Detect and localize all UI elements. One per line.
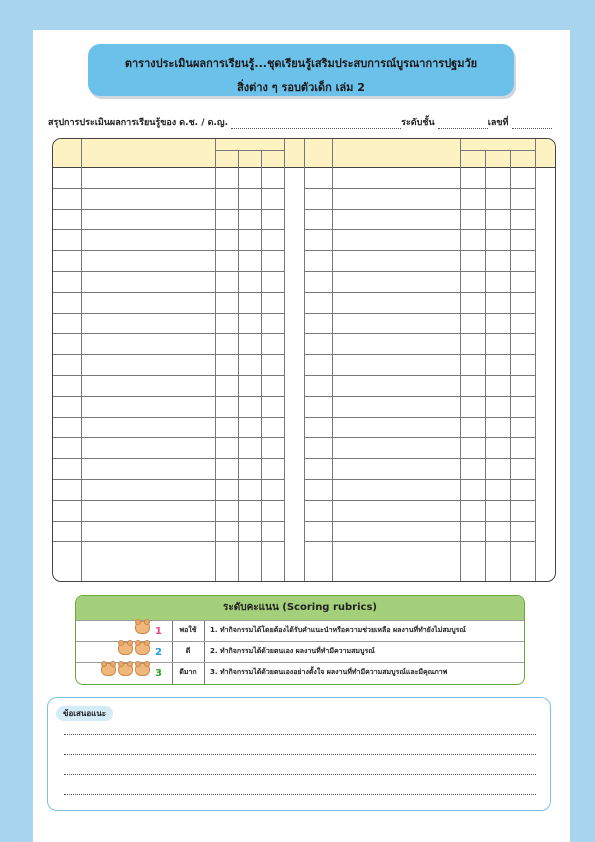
- row-divider: [53, 541, 284, 542]
- score-cell[interactable]: [485, 500, 510, 521]
- score-cell[interactable]: [460, 250, 485, 271]
- suggestion-box: [47, 697, 551, 811]
- row-divider: [304, 271, 535, 272]
- score-cell[interactable]: [510, 375, 535, 396]
- score-cell[interactable]: [261, 541, 284, 562]
- bear-icon: [135, 621, 150, 634]
- score-cell[interactable]: [215, 229, 238, 250]
- rubric-level: พอใช้: [179, 626, 197, 634]
- score-header-divider: [460, 150, 535, 151]
- score-cell[interactable]: [261, 209, 284, 230]
- row-divider: [53, 458, 284, 459]
- row-divider: [304, 250, 535, 251]
- row-divider: [304, 396, 535, 397]
- score-cell[interactable]: [238, 167, 261, 188]
- row-divider: [53, 229, 284, 230]
- score-cell[interactable]: [460, 209, 485, 230]
- score-cell[interactable]: [510, 167, 535, 188]
- score-cell[interactable]: [485, 479, 510, 500]
- row-divider: [53, 417, 284, 418]
- summary-line: [48, 115, 558, 129]
- score-cell[interactable]: [485, 437, 510, 458]
- row-divider: [53, 437, 284, 438]
- row-divider: [304, 375, 535, 376]
- score-cell[interactable]: [460, 292, 485, 313]
- score-cell[interactable]: [238, 521, 261, 542]
- score-cell[interactable]: [238, 229, 261, 250]
- score-cell[interactable]: [261, 333, 284, 354]
- row-divider: [304, 333, 535, 334]
- score-cell[interactable]: [460, 333, 485, 354]
- score-cell[interactable]: [510, 209, 535, 230]
- bear-icon: [118, 663, 133, 676]
- row-divider: [53, 188, 284, 189]
- column-divider: [81, 139, 82, 581]
- score-cell[interactable]: [510, 458, 535, 479]
- score-cell[interactable]: [485, 354, 510, 375]
- score-header-divider: [215, 150, 284, 151]
- score-cell[interactable]: [485, 375, 510, 396]
- score-cell[interactable]: [460, 229, 485, 250]
- class-fill-line[interactable]: [438, 119, 488, 129]
- score-cell[interactable]: [238, 354, 261, 375]
- score-cell[interactable]: [460, 167, 485, 188]
- class-label: ระดับชั้น: [401, 118, 435, 128]
- row-divider: [53, 500, 284, 501]
- score-cell[interactable]: [510, 229, 535, 250]
- score-cell[interactable]: [215, 479, 238, 500]
- score-cell[interactable]: [238, 313, 261, 334]
- score-cell[interactable]: [215, 500, 238, 521]
- score-cell[interactable]: [261, 479, 284, 500]
- score-cell[interactable]: [238, 417, 261, 438]
- score-cell[interactable]: [215, 188, 238, 209]
- score-cell[interactable]: [510, 271, 535, 292]
- row-divider: [53, 292, 284, 293]
- column-divider: [332, 139, 333, 581]
- score-cell[interactable]: [215, 167, 238, 188]
- number-fill-line[interactable]: [512, 119, 552, 129]
- summary-label: สรุปการประเมินผลการเรียนรู้ของ ด.ช. / ด.ญ.: [48, 118, 228, 128]
- score-cell[interactable]: [261, 396, 284, 417]
- score-cell[interactable]: [460, 188, 485, 209]
- score-cell[interactable]: [460, 354, 485, 375]
- bear-rating: [76, 621, 162, 642]
- row-divider: [53, 479, 284, 480]
- score-cell[interactable]: [485, 521, 510, 542]
- score-cell[interactable]: [261, 188, 284, 209]
- score-cell[interactable]: [215, 458, 238, 479]
- rubric-description: 2. ทำกิจกรรมได้ด้วยตนเอง ผลงานที่ทำมีความสมบูรณ์: [210, 647, 375, 655]
- row-divider: [53, 333, 284, 334]
- rubric-title: ระดับคะแนน (Scoring rubrics): [76, 596, 524, 620]
- score-cell[interactable]: [460, 500, 485, 521]
- score-cell[interactable]: [261, 250, 284, 271]
- bear-rating: [76, 642, 162, 663]
- score-cell[interactable]: [460, 479, 485, 500]
- row-divider: [304, 541, 535, 542]
- row-divider: [304, 209, 535, 210]
- score-cell[interactable]: [485, 167, 510, 188]
- rubric-divider: [204, 621, 205, 642]
- row-divider: [53, 375, 284, 376]
- score-cell[interactable]: [261, 417, 284, 438]
- score-cell[interactable]: [510, 417, 535, 438]
- suggestion-label: ข้อเสนอแนะ: [56, 706, 113, 721]
- score-cell[interactable]: [460, 521, 485, 542]
- score-cell[interactable]: [510, 333, 535, 354]
- bear-icon: [101, 663, 116, 676]
- row-divider: [53, 521, 284, 522]
- score-cell[interactable]: [261, 437, 284, 458]
- score-cell[interactable]: [261, 458, 284, 479]
- row-divider: [304, 229, 535, 230]
- score-cell[interactable]: [485, 209, 510, 230]
- score-cell[interactable]: [215, 417, 238, 438]
- score-cell[interactable]: [460, 396, 485, 417]
- score-cell[interactable]: [261, 167, 284, 188]
- score-cell[interactable]: [215, 437, 238, 458]
- row-divider: [53, 396, 284, 397]
- score-cell[interactable]: [238, 479, 261, 500]
- score-cell[interactable]: [215, 313, 238, 334]
- score-cell[interactable]: [215, 521, 238, 542]
- rubric-description: 3. ทำกิจกรรมได้ด้วยตนเองอย่างตั้งใจ ผลงานที่ทำมีความสมบูรณ์และมีคุณภาพ: [210, 668, 448, 676]
- bear-rating: [76, 663, 162, 684]
- score-cell[interactable]: [215, 271, 238, 292]
- row-divider: [53, 271, 284, 272]
- score-cell[interactable]: [238, 396, 261, 417]
- score-cell[interactable]: [261, 292, 284, 313]
- bear-icon: [135, 663, 150, 676]
- score-cell[interactable]: [460, 458, 485, 479]
- row-divider: [304, 292, 535, 293]
- score-cell[interactable]: [510, 292, 535, 313]
- score-cell[interactable]: [510, 479, 535, 500]
- score-cell[interactable]: [485, 271, 510, 292]
- score-cell[interactable]: [261, 313, 284, 334]
- row-divider: [304, 354, 535, 355]
- score-cell[interactable]: [485, 313, 510, 334]
- score-cell[interactable]: [460, 437, 485, 458]
- row-divider: [304, 500, 535, 501]
- score-cell[interactable]: [510, 313, 535, 334]
- score-cell[interactable]: [215, 333, 238, 354]
- score-cell[interactable]: [238, 188, 261, 209]
- score-cell[interactable]: [238, 437, 261, 458]
- score-cell[interactable]: [510, 437, 535, 458]
- rubric-description: 1. ทำกิจกรรมได้โดยต้องได้รับคำแนะนำหรือความช่วยเหลือ ผลงานที่ทำยังไม่สมบูรณ์: [210, 626, 466, 634]
- row-divider: [53, 250, 284, 251]
- rubric-level: ดี: [185, 647, 191, 655]
- score-cell[interactable]: [510, 354, 535, 375]
- rubric-score: 2: [155, 647, 162, 658]
- score-cell[interactable]: [510, 188, 535, 209]
- column-divider: [284, 139, 285, 581]
- score-cell[interactable]: [485, 396, 510, 417]
- score-cell[interactable]: [215, 541, 238, 562]
- suggestion-line[interactable]: [64, 774, 536, 775]
- row-divider: [304, 479, 535, 480]
- score-cell[interactable]: [238, 250, 261, 271]
- row-divider: [304, 437, 535, 438]
- score-cell[interactable]: [460, 417, 485, 438]
- rubric-level: ดีมาก: [179, 668, 197, 676]
- score-cell[interactable]: [485, 250, 510, 271]
- name-fill-line[interactable]: [231, 119, 401, 129]
- title-banner: [88, 44, 514, 96]
- half-divider: [304, 139, 305, 581]
- score-cell[interactable]: [485, 229, 510, 250]
- suggestion-line[interactable]: [64, 734, 536, 735]
- assessment-table: [52, 138, 556, 582]
- score-cell[interactable]: [238, 500, 261, 521]
- score-cell[interactable]: [238, 458, 261, 479]
- row-divider: [53, 209, 284, 210]
- rubric-row: [76, 620, 524, 640]
- score-cell[interactable]: [238, 541, 261, 562]
- score-cell[interactable]: [485, 458, 510, 479]
- score-cell[interactable]: [215, 292, 238, 313]
- score-cell[interactable]: [460, 271, 485, 292]
- rubric-row: [76, 662, 524, 682]
- score-cell[interactable]: [238, 292, 261, 313]
- rubric-score: 1: [155, 626, 162, 637]
- score-cell[interactable]: [261, 375, 284, 396]
- score-cell[interactable]: [485, 333, 510, 354]
- score-cell[interactable]: [238, 209, 261, 230]
- score-cell[interactable]: [460, 313, 485, 334]
- suggestion-line[interactable]: [64, 754, 536, 755]
- score-cell[interactable]: [238, 333, 261, 354]
- score-cell[interactable]: [215, 396, 238, 417]
- score-cell[interactable]: [238, 375, 261, 396]
- row-divider: [304, 521, 535, 522]
- bear-icon: [135, 642, 150, 655]
- number-label: เลขที่: [487, 118, 509, 128]
- score-cell[interactable]: [261, 271, 284, 292]
- column-divider: [535, 139, 536, 581]
- score-cell[interactable]: [485, 417, 510, 438]
- score-cell[interactable]: [261, 500, 284, 521]
- score-cell[interactable]: [261, 229, 284, 250]
- score-cell[interactable]: [485, 188, 510, 209]
- score-cell[interactable]: [238, 271, 261, 292]
- row-divider: [304, 458, 535, 459]
- score-cell[interactable]: [510, 500, 535, 521]
- rubric-divider: [204, 642, 205, 663]
- score-cell[interactable]: [510, 250, 535, 271]
- rubric-row: [76, 641, 524, 661]
- score-cell[interactable]: [485, 292, 510, 313]
- row-divider: [304, 417, 535, 418]
- row-divider: [53, 354, 284, 355]
- suggestion-line[interactable]: [64, 794, 536, 795]
- score-cell[interactable]: [261, 521, 284, 542]
- score-cell[interactable]: [261, 354, 284, 375]
- score-cell[interactable]: [510, 521, 535, 542]
- row-divider: [53, 313, 284, 314]
- scoring-rubric: [75, 595, 525, 685]
- title-line-1: ตารางประเมินผลการเรียนรู้...ชุดเรียนรู้เสริมประสบการณ์บูรณาการปฐมวัย: [124, 57, 478, 70]
- title-line-2: สิ่งต่าง ๆ รอบตัวเด็ก เล่ม 2: [237, 81, 365, 94]
- score-cell[interactable]: [510, 396, 535, 417]
- score-cell[interactable]: [215, 375, 238, 396]
- row-divider: [304, 313, 535, 314]
- rubric-score: 3: [155, 668, 162, 679]
- bear-icon: [118, 642, 133, 655]
- rubric-divider: [204, 663, 205, 684]
- score-cell[interactable]: [215, 209, 238, 230]
- score-cell[interactable]: [215, 250, 238, 271]
- score-cell[interactable]: [460, 375, 485, 396]
- row-divider: [304, 188, 535, 189]
- score-cell[interactable]: [215, 354, 238, 375]
